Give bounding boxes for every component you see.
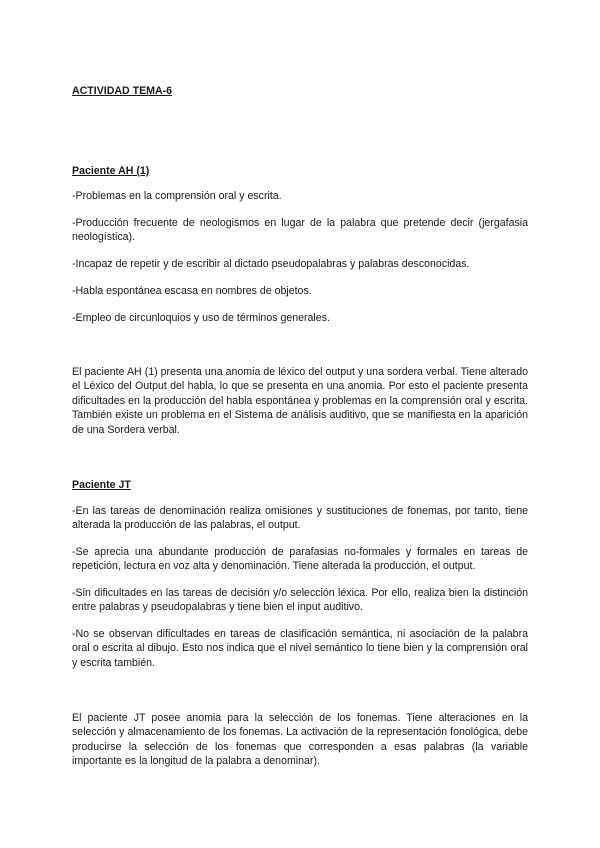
jt-summary: El paciente JT posee anomia para la selección de los fonemas. Tiene alteraciones en la selección y almacenamiento de los fonemas. La activación de la representación fonológica, debe producirse la selección de los fonemas que corresponden a esas palabras (la variable importante es la longitud de la palabra a denominar). [72, 712, 528, 768]
ah-item-3: -Incapaz de repetir y de escribir al dictado pseudopalabras y palabras desconocidas. [72, 258, 470, 270]
jt-item-2: -Se aprecia una abundante producción de parafasias no-formales y formales en tareas de repetición, lectura en voz alta y denominación. Tiene alterada la producción, el output. [72, 546, 528, 573]
ah-summary: El paciente AH (1) presenta una anomia de léxico del output y una sordera verbal. Tiene alterado el Léxico del Output del habla, lo que se presenta en una anomia. Por esto el paciente presenta dificultades en la producción del habla espontánea y problemas en la comprensión oral y escrita. También existe un problema en el Sistema de análisis auditivo, que se manifiesta en la aparición de una Sordera verbal. [72, 366, 528, 436]
document-title: ACTIVIDAD TEMA-6 [72, 85, 173, 97]
jt-item-1: -En las tareas de denominación realiza omisiones y sustituciones de fonemas, por tanto, tiene alterada la producción de las palabras, el output. [72, 505, 528, 532]
ah-item-5: -Empleo de circunloquios y uso de términos generales. [72, 312, 330, 324]
section-heading-jt: Paciente JT [72, 479, 131, 491]
ah-item-1: -Problemas en la comprensión oral y escrita. [72, 190, 282, 202]
ah-item-4: -Habla espontánea escasa en nombres de objetos. [72, 285, 312, 297]
jt-item-3: -Sin dificultades en las tareas de decisión y/o selección léxica. Por ello, realiza bien la distinción entre palabras y pseudopalabras y tiene bien el input auditivo. [72, 587, 528, 614]
ah-item-2: -Producción frecuente de neologismos en lugar de la palabra que pretende decir (jergafasia neologística). [72, 217, 528, 244]
section-heading-ah: Paciente AH (1) [72, 165, 150, 177]
jt-item-4: -No se observan dificultades en tareas de clasificación semántica, ni asociación de la palabra oral o escrita al dibujo. Esto nos indica que el nivel semántico lo tiene bien y la comprensión oral y escrita también. [72, 628, 528, 669]
